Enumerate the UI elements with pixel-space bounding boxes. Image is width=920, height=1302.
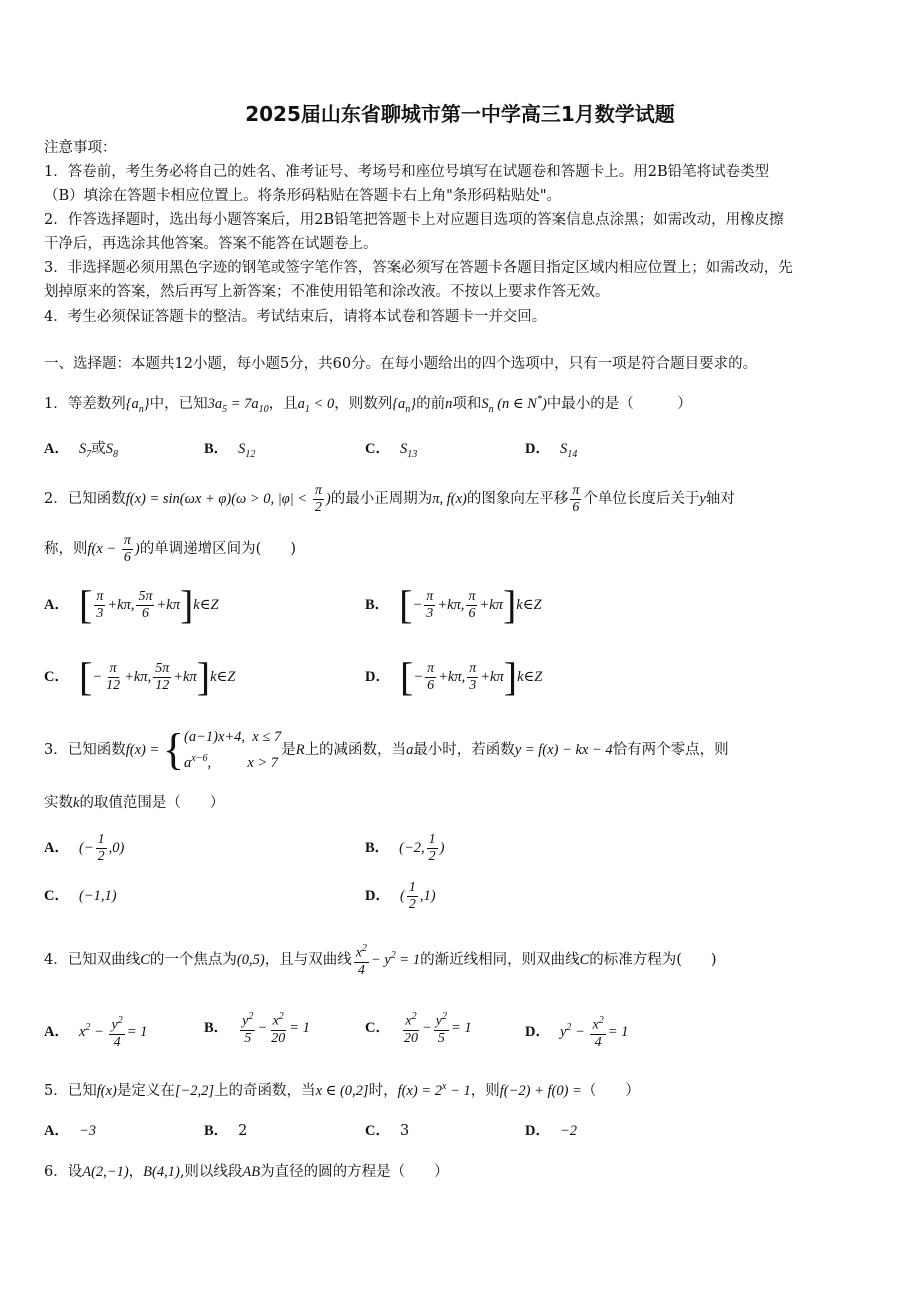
q5-option-b[interactable]: B． 2 — [204, 1123, 248, 1139]
question-1: 1．等差数列$\{a_n\}$中，已知$3a_5 = 7a_{10}$，且$a_1 < 0$，则数列$\{a_n\}$的前n项和$S_n$ (n ∈ N*)中最小的是（ ） — [44, 394, 692, 415]
q3-option-a[interactable]: A． (− $\frac{1}{2}$ ,0) — [44, 831, 125, 864]
q5-option-c[interactable]: C． 3 — [365, 1123, 410, 1139]
q2-option-b[interactable]: B． [− $\frac{\pi}{3}$ +kπ, $\frac{\pi}{6}$ +kπ]k∈Z — [365, 582, 542, 627]
page-title: 2025届山东省聊城市第一中学高三1月数学试题 — [245, 102, 675, 126]
question-2-line-2: 称，则f(x − $\frac{\pi}{6}$ )的单调递增区间为( ) — [44, 532, 297, 565]
question-6: 6．设A(2,−1)，B(4,1),则以线段AB为直径的圆的方程是（ ） — [44, 1164, 449, 1180]
q3-option-d[interactable]: D． ( $\frac{1}{2}$ ,1) — [365, 879, 436, 912]
notice-line-6: 划掉原来的答案，然后再写上新答案；不准使用铅笔和涂改液。不按以上要求作答无效。 — [44, 284, 610, 300]
q4-option-d[interactable]: D． $y^2$ − $\frac{x^2}{4}$ = 1 — [525, 1015, 629, 1050]
question-3-line-1: 3．已知函数f(x) = { (a−1)x+4, x ≤ 7 $a^{x-6}$, x > 7 是R上的减函数，当a最小时，若函数y = f(x) − kx − 4恰有两个零点，则 — [44, 725, 729, 774]
notice-line-5: 3．非选择题必须用黑色字迹的钢笔或签字笔作答，答案必须写在答题卡各题目指定区域内相应位置上；如需改动，先 — [44, 260, 793, 276]
q2-option-c[interactable]: C． [− $\frac{\pi}{12}$ +kπ, $\frac{5\pi}{12}$ +kπ]k∈Z — [44, 654, 236, 699]
q3-option-b[interactable]: B． (−2, $\frac{1}{2}$ ) — [365, 831, 445, 864]
section-heading: 一、选择题：本题共12小题，每小题5分，共60分。在每小题给出的四个选项中，只有一项是符合题目要求的。 — [44, 356, 758, 372]
notice-line-4: 干净后，再选涂其他答案。答案不能答在试题卷上。 — [44, 236, 378, 252]
q4-option-a[interactable]: A． $x^2$ − $\frac{y^2}{4}$ = 1 — [44, 1015, 148, 1050]
q4-option-c[interactable]: C． $\frac{x^2}{20}$ − $\frac{y^2}{5}$ = 1 — [365, 1011, 472, 1046]
q1-option-b[interactable]: B． $S_{12}$ — [204, 441, 256, 460]
question-5: 5．已知f(x)是定义在[−2,2]上的奇函数，当x ∈ (0,2]时，$f(x) = 2^x - 1$，则f(−2) + f(0) =（ ） — [44, 1081, 640, 1099]
q2-option-d[interactable]: D． [− $\frac{\pi}{6}$ +kπ, $\frac{\pi}{3}$ +kπ]k∈Z — [365, 654, 543, 699]
q5-option-a[interactable]: A． −3 — [44, 1123, 97, 1139]
notice-heading: 注意事项： — [44, 140, 117, 156]
q2-option-a[interactable]: A． [ $\frac{\pi}{3}$ +kπ, $\frac{5\pi}{6}$ +kπ]k∈Z — [44, 582, 219, 627]
q4-option-b[interactable]: B． $\frac{y^2}{5}$ − $\frac{x^2}{20}$ = 1 — [204, 1011, 310, 1046]
notice-line-3: 2．作答选择题时，选出每小题答案后，用2B铅笔把答题卡上对应题目选项的答案信息点涂黑；如需改动，用橡皮擦 — [44, 212, 784, 228]
notice-line-7: 4．考生必须保证答题卡的整洁。考试结束后，请将本试卷和答题卡一并交回。 — [44, 309, 547, 325]
question-3-line-2: 实数k的取值范围是（ ） — [44, 795, 225, 811]
q1-option-c[interactable]: C． $S_{13}$ — [365, 441, 418, 460]
question-2-line-1: 2．已知函数f(x) = sin(ωx + φ)(ω > 0, |φ| < $\frac{\pi}{2}$ )的最小正周期为π, f(x)的图象向左平移 $\frac{\pi}{6}$ 个单位长度后关于y轴对 — [44, 482, 735, 515]
q1-option-d[interactable]: D． $S_{14}$ — [525, 441, 578, 460]
notice-line-2: （B）填涂在答题卡相应位置上。将条形码粘贴在答题卡右上角"条形码粘贴处"。 — [44, 188, 561, 204]
question-4: 4．已知双曲线C的一个焦点为(0,5)，且与双曲线 $\frac{x^2}{4}$ − $y^2 = 1$的渐近线相同，则双曲线C的标准方程为( ) — [44, 943, 717, 978]
q3-option-c[interactable]: C． (−1,1) — [44, 888, 117, 904]
notice-line-1: 1．答卷前，考生务必将自己的姓名、准考证号、考场号和座位号填写在试题卷和答题卡上。用2B铅笔将试卷类型 — [44, 164, 770, 180]
q5-option-d[interactable]: D． −2 — [525, 1123, 578, 1139]
q1-option-a[interactable]: A． $S_7$或$S_8$ — [44, 441, 118, 460]
